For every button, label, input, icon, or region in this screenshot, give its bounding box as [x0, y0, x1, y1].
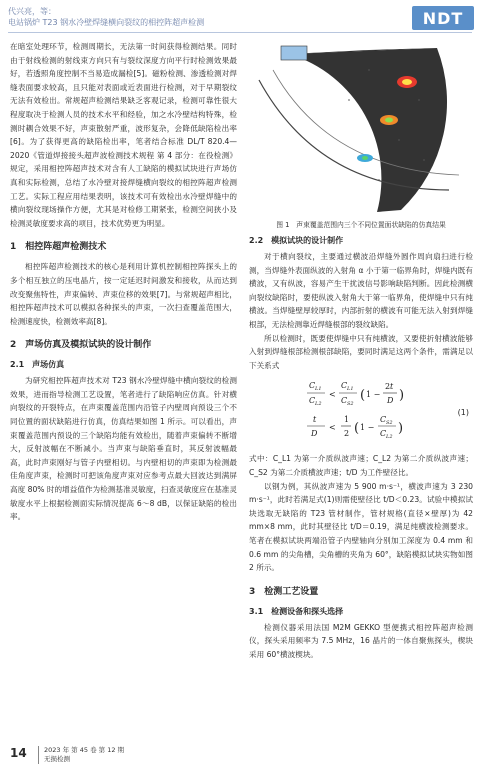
svg-text:C: C: [380, 429, 387, 439]
svg-text:S2: S2: [386, 420, 393, 427]
svg-text:C: C: [341, 396, 348, 406]
svg-text:): ): [398, 421, 404, 437]
svg-text:C: C: [380, 415, 387, 425]
svg-text:1: 1: [344, 415, 350, 425]
running-header: [8, 6, 408, 28]
svg-text:(: (: [360, 388, 366, 404]
equation-1-number: (1): [457, 408, 469, 418]
svg-text:t: t: [390, 382, 394, 392]
svg-text:1 −: 1 −: [360, 423, 375, 433]
svg-text:<: <: [329, 390, 336, 400]
svg-text:C: C: [309, 381, 316, 391]
svg-text:(: (: [354, 421, 360, 437]
svg-text:L1: L1: [315, 386, 322, 393]
paragraph-steel-example: 以钢为例，其纵波声速为 5 900 m·s⁻¹，横波声速为 3 230 m·s⁻¹，此时若满足式(1)则需使壁径比 t/D＜0.23。试验中模拟试块选取无缺陷的 T23 管材制作，管材规格(直径×壁厚)为 42 mm×8 mm，此时其壁径比 t/D＝0.19，满足纯横波检测要求。笔者在模拟试块两端沿管子内壁轴向分别加工深度为 0.4 mm 和 0.6 mm 的尖角槽，尖角槽的夹角为 60°，缺陷模拟试块实物如图 2 所示。: [249, 481, 473, 573]
defect-3: [357, 154, 373, 162]
svg-text:L2: L2: [386, 434, 393, 441]
left-column: [10, 40, 237, 524]
section-heading-2: 2 声场仿真及模拟试块的设计制作: [10, 340, 152, 351]
section-heading-1: 1 相控阵超声检测技术: [10, 242, 107, 253]
svg-text:2: 2: [344, 429, 350, 439]
paragraph-intro: 在暗室处理环节，检测周期长，无法第一时间获得检测结果。同时由于射线检测的射线束方向只有与裂纹深度方向平行时检测效果最好，若透照角度控制不当易造成漏检[5]。磁粉检测、渗透检测对焊缝表面要求较高，且只能对表面或近表面进行检测，对于早期裂纹无法有效检出。常规超声检测结果缺乏客观记录，检测可靠性很大程度取决于检测人员的技术水平和经验，加之水冷壁结构特殊，检测时耦合效果不好，声束散射严重，波形复杂，会降低缺陷检出率[6]。为了获得更高的缺陷检出率，笔者结合标准 DL/T 820.4—2020《管道焊接接头超声波检测技术规程 第 4 部分：在役检测》规定，采用相控阵超声技术对含有人工缺陷的模拟试块进行声场仿真和实际检测，总结了水冷壁对接焊缝横向裂纹的相控阵超声检测工艺。实际工程应用结果表明，该技术可有效检出水冷壁焊缝中的横向裂纹现场操作方便，尤其是对检修工期紧张，检测空间狭小及检测灵敏度要求高的项目，技术优势更为明显。: [10, 42, 237, 228]
header-title: 电站锅炉 T23 钢水冷壁焊缝横向裂纹的相控阵超声检测: [8, 18, 205, 27]
svg-text:L1: L1: [347, 386, 354, 393]
defect-2: [380, 115, 398, 125]
svg-text:C: C: [341, 381, 348, 391]
journal-logo: NDT: [412, 6, 474, 30]
page-number: 14: [10, 746, 27, 760]
svg-text:): ): [399, 388, 405, 404]
subsection-heading-2-1: 2.1 声场仿真: [10, 360, 65, 370]
subsection-heading-3-1: 3.1 检测设备和探头选择: [249, 606, 344, 616]
paragraph-simulation: 为研究相控阵超声技术对 T23 钢水冷壁焊缝中横向裂纹的检测效果，进而指导检测工艺设置，笔者进行了缺陷响应仿真。针对横向裂纹的开裂特点，在声束覆盖范围内沿管子内壁周向预设三个不同位置的面状缺陷进行仿真，仿真结果如图 1 所示。可以看出，声束覆盖范围内预设的三个缺陷均能有效检出，随着声束偏转不断增大，反射波幅在不断减小。当声束与缺陷垂直时，其反射波幅最高，此时声束刚好与管子内壁相切。与内壁相切的声束即为检测最佳角度声束，检测时可把该角度声束对应参考点最大回波达到满屏高度 80% 时的增益值作为检测基准灵敏度，扫查灵敏度应在基准灵敏度水平上根据检测面实际情况提高 6～8 dB，以保证缺陷的检出率。: [10, 376, 237, 522]
paragraph-shear-wave: 对于横向裂纹，主要通过横波沿焊缝外圆作周向扇扫进行检测，当焊缝外表面纵波的入射角 α 小于第一临界角时，焊缝内既有横波，又有纵波，容易产生干扰波信号影响缺陷判断。因此检测横向裂纹缺陷时，要使纵波入射角大于第一临界角，使焊缝中只有纯横波。当焊缝壁厚较厚时，内部折射的横波有可能无法入射到焊缝根部，无法检测靠近焊缝根部的裂纹缺陷。: [249, 252, 473, 329]
footer-divider: [38, 746, 39, 764]
paragraph-pa-tech: 相控阵超声检测技术的核心是利用计算机控制相控阵探头上的多个相互独立的压电晶片，按一定延迟时间激发和接收，从而达到改变聚焦特性，声束偏转、声束位移的效果[7]。与常规超声相比，相控阵超声技术可以模拟各种探头的声束，一次扫查覆盖范围大，检测速度快，检测效率高[8]。: [10, 262, 237, 326]
paragraph-conditions: 所以检测时，既要使焊缝中只有纯横波，又要使折射横波能够入射到焊缝根部检测根部缺陷，要同时满足这两个条件，需满足以下关系式: [249, 333, 473, 370]
defect-1: [397, 76, 417, 88]
probe-wedge: [281, 46, 307, 60]
svg-text:t: t: [313, 415, 317, 425]
paragraph-equipment: 检测仪器采用法国 M2M GEKKO 型便携式相控阵超声检测仪，探头采用频率为 7.5 MHz，16 晶片的一体自聚焦探头，楔块采用 60°横波楔块。: [249, 622, 473, 659]
header-authors: 代兴亮，等：: [8, 7, 56, 16]
figure-1-simulation: [249, 40, 473, 216]
svg-text:L2: L2: [315, 401, 322, 408]
figure-1-caption: 图 1 声束覆盖范围内三个不同位置面状缺陷的仿真结果: [276, 221, 446, 229]
header-divider: [8, 32, 472, 33]
footer-journal-info: [44, 746, 124, 764]
svg-text:2: 2: [385, 382, 391, 392]
subsection-heading-2-2: 2.2 模拟试块的设计制作: [249, 236, 344, 245]
equation-1-formula: [249, 376, 473, 450]
section-heading-3: 3 检测工艺设置: [249, 586, 319, 597]
svg-text:1 −: 1 −: [366, 390, 381, 400]
svg-text:D: D: [311, 429, 318, 439]
simulation-image: [249, 40, 473, 216]
equation-1: [249, 376, 473, 450]
svg-text:S2: S2: [347, 401, 354, 408]
footer-journal: 无损检测: [44, 755, 70, 763]
svg-text:<: <: [329, 423, 336, 433]
svg-text:D: D: [387, 396, 394, 406]
footer-issue: 2023 年 第 45 卷 第 12 期: [44, 746, 125, 754]
svg-text:C: C: [309, 396, 316, 406]
right-column: [249, 40, 473, 661]
paragraph-where: 式中：C_L1 为第一介质纵波声速；C_L2 为第二介质纵波声速；C_S2 为第二介质横波声速；t/D 为工件壁径比。: [249, 454, 473, 477]
